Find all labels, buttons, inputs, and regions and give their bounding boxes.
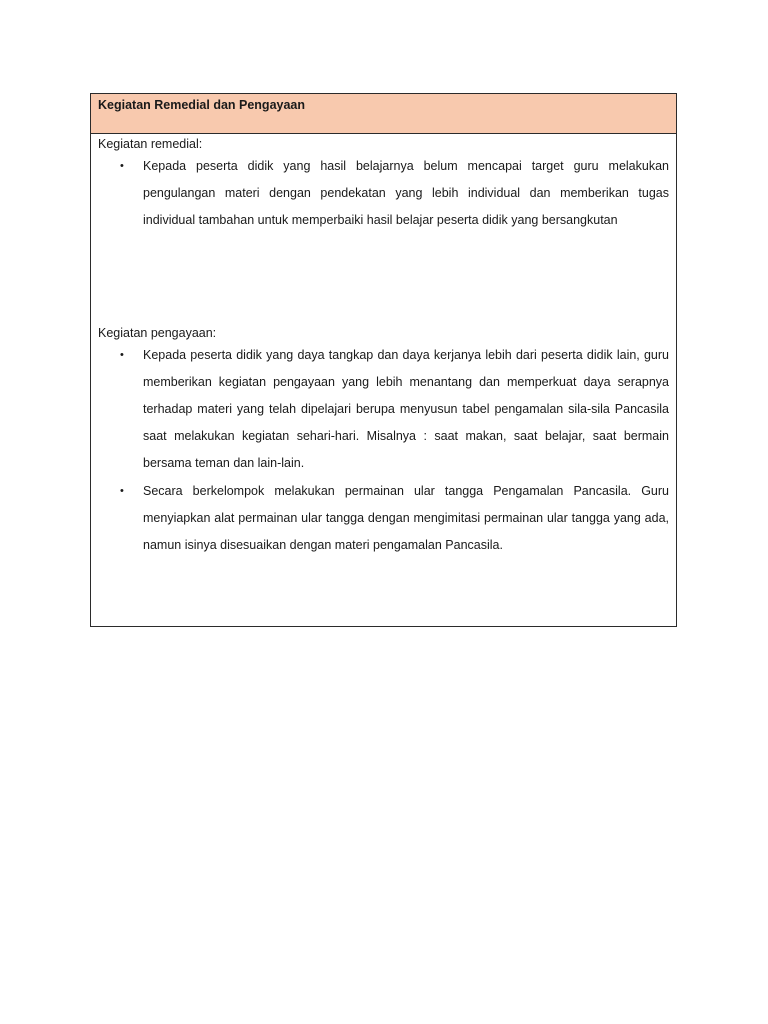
remedial-label: Kegiatan remedial:: [98, 137, 203, 151]
bullet-icon: •: [120, 485, 124, 497]
list-item: [98, 342, 669, 477]
list-item-text: Kepada peserta didik yang hasil belajarnya belum mencapai target guru melakukan pengulangan materi dengan pendekatan yang lebih individual dan memberikan tugas individual tambahan untuk memperbaiki hasil belajar peserta didik yang bersangkutan: [143, 159, 669, 227]
table-title: Kegiatan Remedial dan Pengayaan: [98, 98, 306, 112]
list-item-text: Secara berkelompok melakukan permainan ular tangga Pengamalan Pancasila. Guru menyiapkan alat permainan ular tangga dengan mengimitasi permainan ular tangga yang ada, namun isinya disesuaikan dengan materi pengamalan Pancasila.: [143, 484, 669, 552]
remedial-enrichment-table: [90, 93, 677, 627]
list-item: [98, 153, 669, 234]
table-body: [91, 135, 676, 559]
remedial-list: [98, 153, 669, 234]
list-item: [98, 478, 669, 559]
bullet-icon: •: [120, 349, 124, 361]
bullet-icon: •: [120, 160, 124, 172]
pengayaan-label: Kegiatan pengayaan:: [98, 326, 217, 340]
list-item-text: Kepada peserta didik yang daya tangkap dan daya kerjanya lebih dari peserta didik lain, guru memberikan kegiatan pengayaan yang lebih menantang dan memperkuat daya serapnya terhadap materi yang telah dipelajari berupa menyusun tabel pengamalan sila-sila Pancasila saat melakukan kegiatan sehari-hari. Misalnya : saat makan, saat belajar, saat bermain bersama teman dan lain-lain.: [143, 348, 669, 470]
table-header: [91, 94, 676, 134]
pengayaan-list: [98, 342, 669, 559]
